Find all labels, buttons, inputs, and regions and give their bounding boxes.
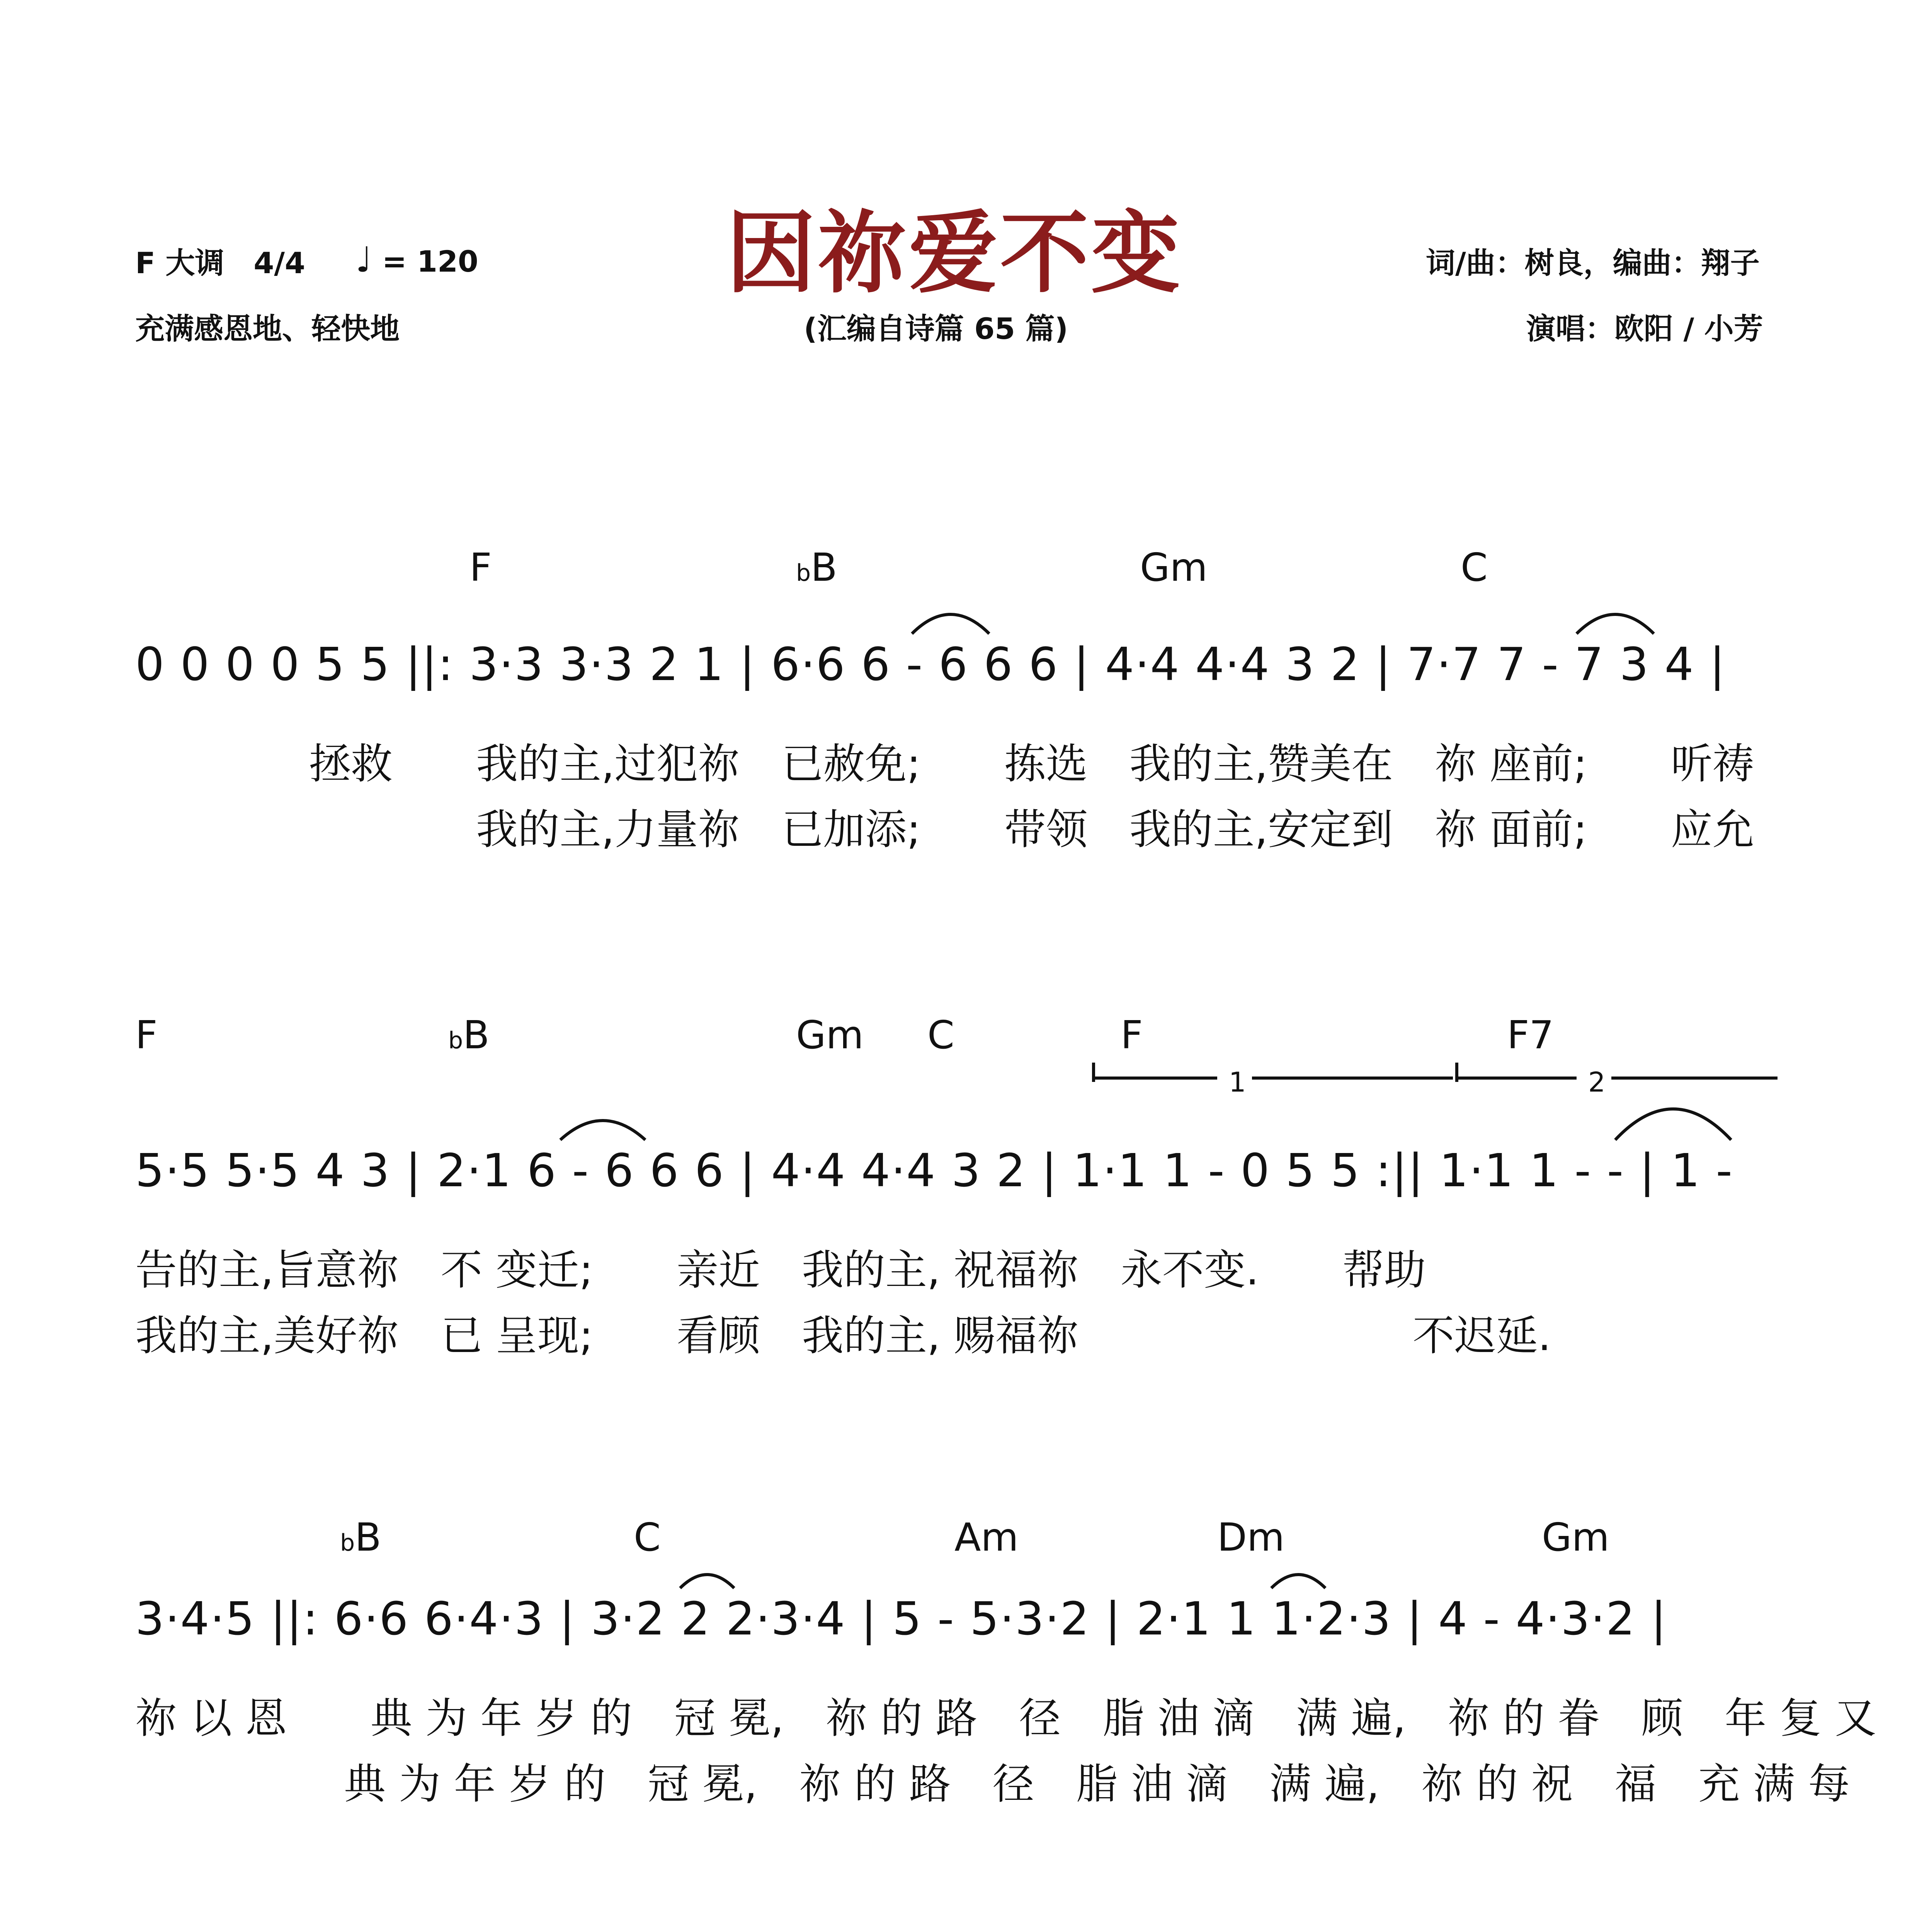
lyrics-verse-2: 我的主,力量祢 已加添; 带领 我的主,安定到 祢 面前; 应允 [309,806,1754,854]
song-subtitle: (汇编自诗篇 65 篇) [804,311,1068,346]
chord: Gm [796,1012,864,1058]
lyrics-verse-1: 告的主,旨意祢 不 变迁; 亲近 我的主, 祝福祢 永不变. 帮助 [135,1246,1426,1294]
lyrics-verse-1: 祢 以 恩 典 为 年 岁 的 冠 冕, 祢 的 路 径 脂 油 滴 满 遍, 祢 的 眷 顾 年 复 又 [135,1694,1876,1743]
mood-marking: 充满感恩地、轻快地 [135,311,400,346]
notation-line: 3·4·5 ||: 6·6 6·4·3 | 3·2 2 2·3·4 | 5 - 5·3·2 | 2·1 1 1·2·3 | 4 - 4·3·2 | [135,1592,1667,1645]
chord: Gm [1140,545,1208,590]
credits: 词/曲：树良，编曲：翔子 [1426,246,1760,280]
chord: C [927,1012,954,1058]
chord: F [469,545,492,590]
lyrics-verse-2: 我的主,美好祢 已 呈现; 看顾 我的主, 赐福祢 不迟延. [135,1312,1551,1360]
chord: F [1121,1012,1143,1058]
volta-2-label: 2 [1588,1066,1606,1098]
chord: bB [340,1515,381,1560]
quarter-note-icon: ♩ [356,240,372,280]
lyrics-verse-2: 典 为 年 岁 的 冠 冕, 祢 的 路 径 脂 油 滴 满 遍, 祢 的 祝 福 充 满 每 [135,1760,1850,1808]
lyrics-verse-1: 拯救 我的主,过犯祢 已赦免; 拣选 我的主,赞美在 祢 座前; 听祷 [309,740,1754,788]
chord: Gm [1542,1515,1609,1560]
chord: F7 [1507,1012,1554,1058]
chord: bB [796,545,837,590]
chord: F [135,1012,158,1058]
chord: C [634,1515,661,1560]
notation-line: 0 0 0 0 5 5 ||: 3·3 3·3 2 1 | 6·6 6 - 6 6 6 | 4·4 4·4 3 2 | 7·7 7 - 7 3 4 | [135,638,1726,691]
singers: 演唱：欧阳 / 小芳 [1526,311,1763,346]
chord: C [1461,545,1488,590]
key-time: F 大调 4/4 [135,246,305,280]
chord: bB [448,1012,490,1058]
tempo-marking: ♩ = 120 [356,240,478,280]
chord: Am [954,1515,1019,1560]
volta-1-label: 1 [1229,1066,1246,1098]
song-title: 因祢爱不变 [726,202,1183,305]
notation-line: 5·5 5·5 4 3 | 2·1 6 - 6 6 6 | 4·4 4·4 3 2 | 1·1 1 - 0 5 5 :|| 1·1 1 - - | 1 - [135,1144,1733,1197]
chord: Dm [1217,1515,1285,1560]
